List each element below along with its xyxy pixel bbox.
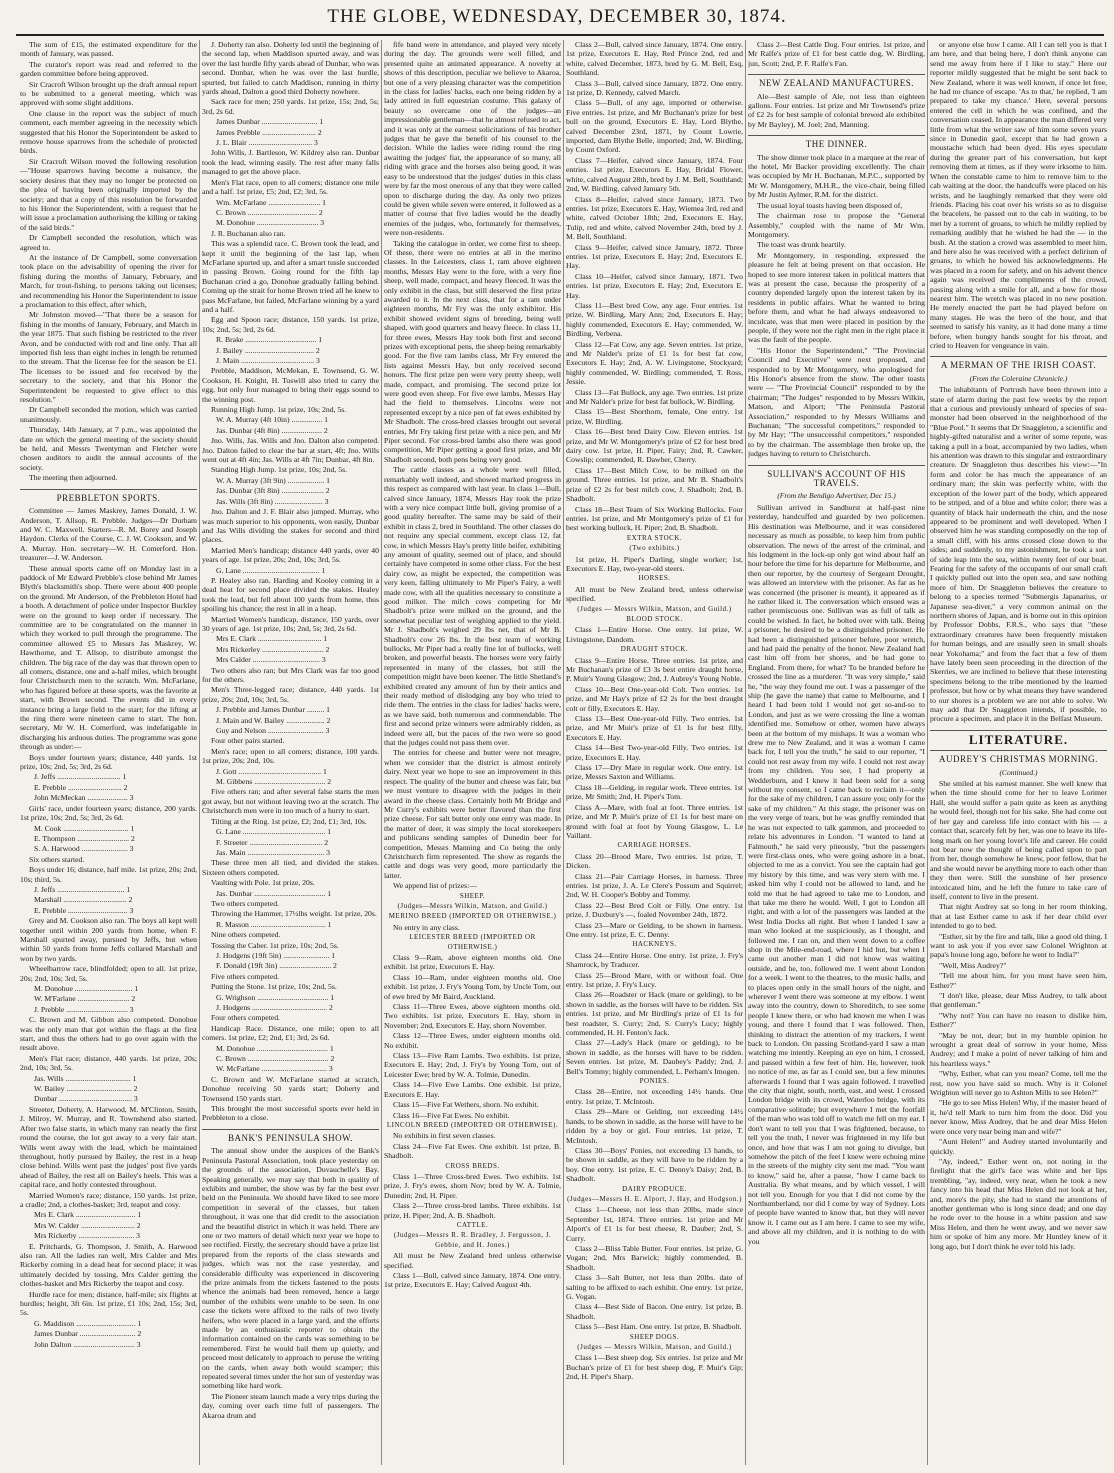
result-line: Mrs Calder ................................... 3	[216, 655, 326, 665]
result-line: Mrs E. Clark ............................... 1	[34, 1210, 142, 1220]
paragraph: Running High Jump. 1st prize, 10s; 2nd, 5s.	[211, 405, 347, 415]
result-line: W. M'Farlane ........................... 2	[34, 994, 136, 1004]
section-heading: SULLIVAN'S ACCOUNT OF HIS TRAVELS.	[748, 465, 925, 489]
paragraph: That night Audrey sat so long in her room thinking, that at last Esther came to ask if her dear child ever intended to go to bed.	[930, 902, 1107, 931]
subheading: CROSS BREDS.	[445, 1161, 500, 1170]
paragraph: "He go to see Miss Helen! Why, if the master heard of it, he'd tell Mark to turn him from the door. Did you never know, Miss Audrey, that he and dear Miss Helen were once very near being man and wife?"	[930, 1098, 1107, 1136]
subheading: DRAUGHT STOCK.	[620, 645, 689, 654]
paragraph: All must be New Zealand bred, unless otherwise specified.	[566, 584, 743, 604]
paragraph: She smiled at his earnest manner. She well knew that when the time should come for her to leave Lorimer Hall, she would suffer a pain quite as keen as anything he would feel, though not for his sake. She had come out of her gay and careless life into contact with his — a contact that, scarcely felt by her, was one to leave its life-long mark on her young lover's life and career. He could not bear now the thought of being called upon to part from her, though somehow he knew, poor fellow, that he and she would never be anything more to each other than they then were. Still the sunshine of her presence intoxicated him, and he left the future to take care of itself, content to live in the present.	[930, 779, 1107, 901]
result-line: J. Main ...................................... 3	[216, 356, 320, 365]
paragraph: We append list of prizes:—	[393, 881, 477, 891]
paragraph: Wheelbarrow race, blindfolded; open to all. 1st prize, 20s; 2nd, 10s; 3rd, 5s.	[20, 964, 197, 983]
column-divider	[381, 40, 382, 1465]
paragraph: The toast was drunk heartily.	[757, 240, 846, 250]
source-credit: (Continued.)	[999, 767, 1038, 777]
paragraph: The annual show under the auspices of the Bank's Peninsula Pastoral Association, took place yesterday on the grounds of the association, Duvauchelle's Bay. Speaking generally, we may say that both in quality of exhibits and number, the show was by far the best ever held on the Peninsula. We should have liked to see more competition in several of the classes, but taken throughout, it was one that did credit to the association and the beautiful district in which it was held. There are one or two matters of detail which next year we hope to see rectified. Firstly, the secretary should have a prize list prepared from the reports of the class stewards and judges, which was not the case yesterday, and considerable difficulty was experienced in discovering the prize animals from the tickets fastened to the posts whence the animals had been removed, hence a large number of the exhibits were unable to be seen. In one case the tickets were affixed to the rails of two lively heifers, who were placed in a large yard, and the efforts made by an enthusiastic reporter to obtain the information contained on the cards was something to be remembered. First he would bail them up quietly, and proceed most delicately to approach to peruse the writing on the cards, when away both would scamper; this repeated several times under the hot sun of yesterday was something like hard work.	[202, 1146, 379, 1391]
paragraph: Class 5—Bull, of any age, imported or otherwise. Five entries. 1st prize, and Mr Buchanan's prize for best bull on the ground, Executors E. Hay, Lord Blythe, calved December 23rd, 1871, by Count Lowrie, imported, dam Blythe Belle, imported; 2nd, W. Birdling, by Count Oxford.	[566, 98, 743, 155]
paragraph: Sir Cracroft Wilson brought up the draft annual report to be submitted to a general meeting, which was approved with some slight additions.	[20, 79, 197, 108]
paragraph: Married Women's race; distance, 150 yards. 1st prize, a cradle; 2nd, a clothes-basket; 3rd, teapot and cosy.	[20, 1190, 197, 1209]
paragraph: This brought the most successful sports ever held in Prebbleton to a close.	[202, 1104, 379, 1123]
section-heading: PREBBLETON SPORTS.	[20, 489, 197, 503]
column-divider	[927, 40, 928, 1465]
section-heading: A MERMAN OF THE IRISH COAST.	[930, 356, 1107, 370]
paragraph: Class 9—Entire Horse. Three entries. 1st prize, and Mr Buchanan's prize of £3 3s best entire draught horse, P. Muir's Young Glasgow; 2nd, J. Aubrey's Young Noble.	[566, 655, 743, 684]
paragraph: Class 13—Five Ram Lambs. Two exhibits. 1st prize, Executors E. Hay; 2nd, J. Fry's by Young Tom, out of Leicester Ewe; bred by W. A. Tolmie, Dunedin.	[384, 1051, 561, 1079]
paragraph: "I don't like, please, dear Miss Audrey, to talk about that gentleman."	[930, 991, 1107, 1010]
column-divider	[563, 40, 564, 1465]
paragraph: The curator's report was read and referred to the garden committee before being approved.	[20, 59, 197, 79]
paragraph: Prebble, Maddison, McMekan, E. Townsend, G. W. Cookson, H. Knight, H. Toswill also tried to carry the egg, but only four managed to bring their eggs sound to the winning post.	[202, 366, 379, 404]
paragraph: "May be not, dear; but in my humble opinion he wrought a great deal of sorrow in your home, Miss Audrey; and I make a point of never talking of him and his heartless ways."	[930, 1030, 1107, 1068]
result-line: Jas. Wills .................................. 1	[34, 1073, 137, 1083]
paragraph: Dr Campbell seconded the motion, which was carried unanimously.	[20, 405, 197, 424]
paragraph: Class 13—Best One-year-old Filly. Two entries. 1st prize, and Mr Muir's prize of £1 1s for best filly, Executors E. Hay.	[566, 714, 743, 742]
paragraph: Jno. Dalton and J. F. Blair also jumped. Murray, who was much superior to his opponents, won easily, Dunbar and Jas Wills dividing the stakes for second and third places.	[202, 507, 379, 545]
result-line: G. Maddison ............................... 1	[34, 1318, 142, 1328]
paragraph: Class 18—Gelding, in regular work. Three entries. 1st prize, Mr Smith; 2nd, H. Piper's Tom.	[566, 782, 743, 802]
result-line: G. Lane ........................................... 1	[216, 827, 332, 837]
result-line: J. Hodgens ....................................... 2	[216, 1003, 333, 1012]
paragraph: These three men all tied, and divided the stakes. Sixteen others competed.	[202, 858, 379, 877]
paragraph: Class 18—Best Team of Six Working Bullocks. Four entries. 1st prize, and Mr Montgomery's prize of £1 for best working bullock, H. Piper; 2nd, B. Shadbolt.	[566, 504, 743, 533]
result-line: Dunbar ...................................... 3	[34, 1094, 138, 1104]
source-credit: (From the Coleraine Chronicle.)	[969, 373, 1068, 383]
result-line: J. Jeffs ................................. 1	[34, 772, 127, 782]
paragraph: "Tell me about him, for you must have seen him, Esther?"	[930, 971, 1107, 990]
paragraph: Men's race; open to all comers; distance, 100 yards. 1st prize, 20s; 2nd, 10s.	[202, 746, 379, 766]
result-line: J. Hodgens (19ft 5in) ........................ 1	[216, 950, 336, 960]
paragraph: The entries for cheese and butter were not meagre, when we consider that the district is almost entirely dairy. Next year we hope to see an improvement in this respect. The quality of the butter and cheese was fair, but we must venture to disagree with the judges in their award in the cheese class. Certainly both Mr Bridge and Mr Curry's exhibits were better flavored than the first prize cheese. For salt butter only one entry was made. In the matter of deer, it was simply the local storekeepers and publicans sending samples of Dunedin beer for competition, Messrs Manning and Co being the only Christchurch firm represented. The show as regards the cattle and dogs was very good, more particularly the latter.	[384, 748, 561, 880]
subheading: HORSES.	[638, 574, 671, 583]
result-line: M. Donohue .............................. 1	[34, 984, 139, 993]
subheading: SHEEP DOGS.	[629, 1332, 680, 1341]
paragraph: Hurdle race for men; distance, half-mile; six flights at hurdles; height, 3ft 6in. 1st prize, £1 10s; 2nd, 15s; 3rd, 5s.	[20, 1289, 197, 1318]
paragraph: No exhibits in first seven classes.	[393, 1131, 496, 1141]
paragraph: Men's Flat race, open to all comers; distance one mile and a half. 1st prize, £5; 2nd, £2; 3rd, 5s.	[202, 177, 379, 197]
paragraph: E. Pritchards, G. Thompson, J. Smith, A. Harwood also ran. All the ladies ran well, Mrs Calder and Mrs Rickerby coming in a dead heat for second place; it was ultimately decided by tossing, Mrs Calder getting the clothes-basket and Mrs Rickerby the teapot and cosy.	[20, 1241, 197, 1289]
paragraph: Five others ran; and after several false starts the men got away, but not without leaving two at the scratch. The Christchurch men were in too much of a hurry to start.	[202, 787, 379, 816]
result-line: Guy and Nelson ............................. 3	[216, 726, 330, 736]
subheading: (Judges — Messrs Wilkin, Matson, and Guild.)	[577, 604, 732, 613]
result-line: M. Donohue ................................ 3	[216, 218, 325, 228]
paragraph: Class 1—Three Cross-bred Ewes. Two exhibits. 1st prize, J. Fry's ewes, shorn Nov; bred by W. A. Tolmie, Dunedin; 2nd, H. Piper.	[384, 1171, 561, 1200]
paragraph: Streeter, Doherty, A. Harwood, M. M'Clinton, Smith, J. Milroy, W. Murray, and R. Townshend also started. After two false starts, in which many ran nearly the first round the course, the lot got away to a very fair start. Wills went away with the lead, which he maintained throughout, hotly pursued by Bailey, the rest in a heap close behind. Wills went past the judges' post five yards ahead of Bailey, the rest all on Bailey's heels. This was a capital race, and hotly contested throughout.	[20, 1104, 197, 1190]
column-3	[384, 40, 561, 1465]
subheading: PONIES.	[639, 1077, 670, 1086]
paragraph: Class 12—Fat Cow, any age. Seven entries. 1st prize, and Mr Nalder's prize of £1 1s for best fat cow, Executors E. Hay; 2nd, A. W. Livingstone, Stockyard; highly commended, W. Birdling; commended, T. Ross, Jessie.	[566, 339, 743, 387]
result-line: J. Bailey .................................... 2	[216, 345, 320, 355]
paragraph: Class 12—Three Ewes, under eighteen months old. No exhibit.	[384, 1031, 561, 1050]
result-line: John McMeckan ..................... 3	[34, 793, 134, 803]
paragraph: Five others competed.	[211, 971, 280, 981]
paragraph: Putting the Stone. 1st prize, 10s; 2nd, 5s.	[211, 982, 337, 992]
paragraph: Married Women's handicap, distance, 150 yards, over 30 years of age. 1st prize, 10s; 2nd, 5s; 3rd, 2s 6d.	[202, 614, 379, 633]
result-line: Jas. Dunbar (4ft 8in) ..................... 2	[216, 425, 328, 435]
section-heading: THE DINNER.	[748, 135, 925, 149]
paragraph: Class 2—Bliss Table Butter. Four entries. 1st prize, G. Vogan; 2nd, Mrs Barwick; highly commended, B. Shadbolt.	[566, 1243, 743, 1272]
result-line: C. Brown .................................... 2	[216, 207, 323, 217]
paragraph: Ale—Best sample of Ale, not less than eighteen gallons. Four entries. 1st prize and Mr Townsend's prize of £2 2s for best sample of colonial brewed ale exhibited by Mr Bayley), M. Joel; 2nd, Manning.	[748, 91, 925, 129]
paragraph: Class 10—Best One-year-old Colt. Two entries. 1st prize, and Mr Hay's prize of £2 2s for the best draught colt or filly, Executors E. Hay.	[566, 684, 743, 713]
result-line: James Dunbar ............................. 1	[216, 117, 324, 127]
result-line: W. A. Murray (3ft 9in) ................... 1	[216, 475, 330, 485]
paragraph: Class 2—Bull, calved since January, 1874. One entry. 1st prize, Executors E. Hay, Red Prince 2nd, red and white, calved December, 1873, bred by G. M. Bell, Esq, Southland.	[566, 40, 743, 78]
paragraph: Six others started.	[29, 854, 85, 864]
paragraph: Class 17—Dry Mare in regular work. One entry. 1st prize, Messrs Saxton and Williams.	[566, 763, 743, 782]
column-6	[930, 40, 1107, 1465]
subheading: LEICESTER BREED (IMPORTED OR OTHERWISE.)	[409, 933, 536, 951]
paragraph: Class 21—Pair Carriage Horses, in harness. Three entries. 1st prize, J. A. Le Clere's Possum and Squirrel; 2nd, W. H. Cooper's Bobby and Tommy.	[566, 871, 743, 900]
result-line: E. Prebble ............................... 3	[34, 905, 134, 915]
paragraph: Class 28—Entire, not exceeding 14½ hands. One entry. 1st prize, T. McIntosh.	[566, 1087, 743, 1106]
subheading: (Judges—Messrs R. R. Bradley, J. Fergusson, J. Gebbie, and H. Jones.)	[393, 1231, 552, 1249]
paragraph: The inhabitants of Portrush have been thrown into a state of alarm during the past few weeks by the report that a curious and previously unheard of species of sea-monster had been observed in the neighborhood of the "Blue Pool." It seems that Dr Snaggleton, a scientific and highly-gifted naturalist and a writer of some repute, was taking a pull in a boat, accompanied by two ladies, when his attention was drawn to this singular and extraordinary creature. Dr Snaggleton thus describes his view:—"In form and color he has much the appearance of an ordinary man; the skin was perfectly white, with the exception of the lower part of the body, which appeared to be striped, and of a blue and white color; there was a quantity of black hair underneath the chin, and the nose appeared to be prominent and well developed. When I observed him he was standing composedly on the top of a small cliff, with his arms crossed close down to the sides; and suddenly, to my astonishment, he took a sort of side leap into the sea, within twenty feet of our boat. Fearing for the safety of the occupants of our small craft I quickly pulled out into the open sea, and saw nothing more of him. Dr Snaggleton believes the creature to belong to a species termed "Submergis Japanarius, or Japanese sea-diver," a very common animal on the northern shores of Japan, and is borne out in this opinion by Professor Dobbs, F.R.S., who says that "these extraordinary creatures have been frequently mistaken for human beings, and are usually seen in small shoals near Yokohama;" and from the fact that a few of them have lately been seen proceeding in the direction of the Skerries, we are inclined to believe that these interesting specimens belong to the tribe mentioned by the learned professor, but how or by what means they have wandered to our shores is a problem we are not able to solve. We may add that Dr Snaggleton intends, if possible, to procure a specimen, and place it in the Belfast Museum.	[930, 385, 1107, 724]
section-heading: LITERATURE.	[930, 730, 1107, 744]
paragraph: Class 16—Five Fat Ewes. No exhibit.	[393, 1110, 510, 1120]
column-1	[20, 40, 197, 1465]
paragraph: Boys under fourteen years; distance, 440 yards. 1st prize, 10s; 2nd, 5s; 3rd, 2s 6d.	[20, 752, 197, 772]
subheading: SHEEP.	[459, 891, 486, 900]
subheading: MERINO BREED (IMPORTED OR OTHERWISE.)	[388, 912, 557, 921]
paragraph: J. Doherty ran also. Doherty led until the beginning of the second lap, when Maddison spurted away, and was over the last hurdle fifty yards ahead of Dunbar, who was second. Dunbar, when he was over the last hurdle, spurted, but failed to catch Maddison, running in thirty yards ahead, Dalton a good third Doherty nowhere.	[202, 40, 379, 97]
paragraph: The Pioneer steam launch made a very trips during the day, coming over each time full of passengers. The Akaroa drum and	[202, 1391, 379, 1420]
paragraph: These annual sports came off on Monday last in a paddock of Mr Edward Prebble's close behind Mr James Blyth's blacksmith's shop. There were about 400 people on the ground. Mr Anderson, of the Prebbleton Hotel had a booth. A detachment of police under Inspector Buckley were on the ground to keep order if necessary. The committee are to be congratulated on the manner in which they worked to pull through the programme. The committee allowed £5 to Messrs Jas Maskrey, W. Hawthorne, and T. Allsop, to distribute amongst the children. The big race of the day was that thrown open to all comers, distance, one and a-half miles, which brought four Christchurch men to the scratch. Wm. McFarlane, who has figured before at these sports, was the favorite at start, with Brown second. The events did in every instance bring a large field to the start; for the lifting at the ring there were nineteen came to start. The hon. secretary, Mr W. H. Comerford, was indefatigable in discharging his arduous duties. The programme was gone through as under:—	[20, 563, 197, 752]
result-line: W. Bailey .................................. 2	[34, 1084, 138, 1094]
subheading: (Judges — Messrs Wilkin, Matson, and Guild.)	[577, 1343, 732, 1352]
paragraph: Girls' race, under fourteen years; distance, 200 yards. 1st prize, 10s; 2nd, 5s; 3rd, 2s 6d.	[20, 803, 197, 823]
result-line: M. Cook .................................. 1	[34, 823, 135, 833]
paragraph: Married Men's handicap; distance 440 yards, over 40 years of age. 1st prize, 20s; 2nd, 10s; 3rd, 5s.	[202, 545, 379, 565]
paragraph: "Well, Miss Audrey?"	[939, 960, 1007, 970]
result-line: E. Prebble ............................ 2	[34, 782, 128, 792]
result-line: J. L. Blair ................................. 3	[216, 138, 318, 148]
source-credit: (From the Bendigo Advertiser, Dec 15.)	[777, 491, 896, 501]
paragraph: Class 1—Bull, calved since January, 1874. One entry. 1st prize, Executors E. Hay; Calved August 4th.	[384, 1271, 561, 1290]
paragraph: Class 25—Brood Mare, with or without foal. One entry. 1st prize, J. Fry's Lucy.	[566, 970, 743, 989]
subheading: CATTLE.	[456, 1220, 489, 1229]
paragraph: Class 2—Best Cattle Dog. Four entries. 1st prize, and Mr Ralfe's prize of £1 for best cattle dog, W. Birdling, jun, Scott; 2nd, P. F. Ralfe's Fan.	[748, 40, 925, 68]
subheading: (Two exhibits.)	[629, 544, 680, 553]
paragraph: The meeting then adjourned.	[29, 473, 118, 483]
paragraph: fife band were in attendance, and played very nicely during the day. The grounds were well filled, and presented quite an animated appearance. A novelty at shows of this description, peculiar we believe to Akaroa, but one of a very pleasing character was the competition in the class for ladies' hacks, each one being ridden by a lady attired in full equestrian costume. This galaxy of beauty so overcame one of the judges—an impressionable gentleman—that he almost refused to act, and it was only at the earnest solicitations of his brother judges that he gave the benefit of his counsel to the decision. While the ladies were riding round the ring awaiting the judges' fiat, the appearance of so many, all riding with grace and the horses also being good, it was easy to be understood that the judges' duties in this class were by far the most onerous of any that they were called upon to discharge during the day. As only two prizes could be given while seven were entered, it followed as a matter of course that five ladies would be the deadly enemies of the judges, who, fortunately for themselves, were non-residents.	[384, 40, 561, 238]
subheading: (Judges—Messrs H. E. Alport, J. Hay, and Hodgson.)	[567, 1194, 742, 1203]
paragraph: Class 29—Mare or Gelding, not exceeding 14½ hands, to be shown in saddle, as the horse will have to be ridden by a boy or girl. Four entries. 1st prize, T. McIntosh.	[566, 1107, 743, 1145]
subheading: EXTRA STOCK.	[626, 533, 683, 542]
paragraph: Class 2—Three cross-bred lambs. Three exhibits. 1st prize, H. Piper; 2nd, A. B. Shadbolt.	[384, 1201, 561, 1220]
paragraph: Men's Three-legged race; distance, 440 yards. 1st prize, 20s; 2nd, 10s; 3rd, 5s.	[202, 685, 379, 704]
paragraph: John Wills, J. Bartleson, W. Kildrey also ran. Dunbar took the lead, winning easily. The rest after many falls managed to get the above place.	[202, 148, 379, 177]
result-line: G. Wrighson ..................................... 1	[216, 992, 335, 1002]
paragraph: Nine others competed.	[211, 930, 281, 940]
result-line: C. Brown .......................................... 2	[216, 1054, 335, 1064]
paragraph: The chairman rose to propose the "General Assembly," coupled with the name of Mr Wm. Montgomery.	[748, 211, 925, 239]
result-line: Marshall ................................. 2	[34, 895, 133, 905]
result-line: R. Brake ..................................... 1	[216, 335, 323, 345]
paragraph: "Why, Esther, what can you mean? Come, tell me the rest, now you have said so much. Why is it Colonel Wrighton will never go to Ashton Mills to see Helen?"	[930, 1069, 1107, 1098]
paragraph: Class 13—Fat Bullock, any age. Two entries. 1st prize and Mr Nalder's prize for best fat bullock, W. Birdling.	[566, 387, 743, 407]
subheading: (Judges—Messrs Wilkin, Matson, and Guild.)	[397, 901, 548, 910]
result-line: J. Gott ........................................... 1	[216, 766, 327, 776]
result-line: G. Lane ........................................ 1	[216, 565, 326, 575]
paragraph: Class 3—Salt Butter, not less than 20lbs. date of salting to be affixed to each exhibit. One entry. 1st prize, G. Vogan.	[566, 1273, 743, 1301]
paragraph: Class 16—Best bred Dairy Cow. Eleven entries. 1st prize, and Mr W. Montgomery's prize of £2 for best bred dairy cow. 1st prize, H. Piper, Fairy; 2nd, R. Cawker, Cowslip; commended, R. Dawber, Cherry.	[566, 427, 743, 465]
section-heading: BANK'S PENINSULA SHOW.	[202, 1129, 379, 1143]
paragraph: Tossing the Caber. 1st prize, 10s; 2nd, 5s.	[211, 940, 339, 950]
paragraph: C. Brown and W. McFarlane started at scratch, Donohue receiving 50 yards start; Doherty and Townsend 150 yards start.	[202, 1074, 379, 1103]
result-line: W. A. Murray (4ft 10in) ................ 1	[216, 415, 329, 425]
paragraph: Class 27—Lady's Hack (mare or gelding), to be shown in saddle, as the horses will have to be ridden. Seven entries. 1st prize, M. Daubey's Paddy; 2nd, J. Bell's Tommy; highly commended, L. Perham's Imogen.	[566, 1038, 743, 1076]
paragraph: Class 4—Best Side of Bacon. One entry. 1st prize, B. Shadbolt.	[566, 1302, 743, 1321]
result-line: Jas. Wills (3ft 8in) ......................... 3	[216, 496, 329, 506]
paragraph: Sir Cracroft Wilson moved the following resolution—"House sparrows having become a nuisance, the society desires that they may no longer be protected on the plea of having been originally imported by the society; and that a copy of this resolution be forwarded to his Honor the Superintendent, with a request that he will issue a proclamation authorising the killing or taking of the said birds."	[20, 156, 197, 232]
paragraph: 1st prize, H. Piper's Darling, single worker; 1st, Executors E. Hay, two-year-old steers.	[566, 554, 743, 573]
paragraph: Class 10—Heifer, calved since January, 1871. Two entries. 1st prize, Executors E. Hay; 2nd, Executors E. Hay.	[566, 271, 743, 300]
paragraph: Class 24—Five Fat Ewes. One exhibit. 1st prize, B. Shadbolt.	[384, 1141, 561, 1161]
paragraph: Class 11—Three Ewes, above eighteen months old. Two exhibits. 1st prize, Executors E. Hay, shorn in November; 2nd, Executors E. Hay, shorn November.	[384, 1002, 561, 1030]
result-line: F. Streeter ...................................... 2	[216, 837, 329, 847]
paragraph: Grey and M. Cookson also ran. The boys all kept well together until within 200 yards from home, when F. Marshall spurted away, pursued by Jeffs, but when within 50 yards from home Jeffs collared Marshall and won by two yards.	[20, 916, 197, 963]
result-line: Mrs Rickerby ............................. 3	[34, 1231, 140, 1241]
paragraph: Sullivan arrived in Sandhurst at half-past nine yesterday, handcuffed and guarded by two policemen. His destination was Melbourne, and it was considered necessary as much as possible, to keep him from public observation. The news of the arrest of the criminal, and his lodgment in the lock-up only got wind about half an hour before the time for his departure for Melbourne, and then our reporter, by the courtesy of Sergeant Drought, was allowed an interview with the prisoner. As far as he was concerned (the prisoner is meant), it appeared as if he rather liked it. The conversation which ensued was a rather promiscuous one. Sullivan was as full of talk as could be wished. In fact, he bolted over with talk. Being a prisoner, he desired to be a distinguished prisoner. He had been a distinguished prisoner before, poor wretch, and had paid the penalty of the honor. New Zealand had cast him off from her shores, and he had gone to England. From there, for what? To be branded before he crossed the line as a murderer. "It was very simple," said he, "the way they found me out. I was a passenger of the ship (he gave the name) that came to Melbourne, and I heard I had been told I would not get so-and-so to London, and just as we were crossing the line a woman identified me. Somehow or other, women have always been at the bottom of my mishaps. It was a woman who drew me to New Zealand, and it was a woman I came back for, I tell you the truth," he said to our reporter, "I could not rest away from my wife. I could not rest away from my children. You see, I had property at Wedderburn, and I knew it had been sold for a song without my consent, so I came back to reclaim it—only for the sake of my children, I can assure you; only for the sake of my children." At this stage, the prisoner was on the very verge of tears, but he was gruffly reminded that he was not expected to talk gammon, and proceeded to relate his adventures in London. "I wanted to land at Falmouth," he said very piteously, "but the passengers were first-class ones, who were going ashore in a boat, objected to me as a convict. You see the captain had got my history by this time, and was very stern with me. I asked him why I could not be allowed to land, and he told me that he had agreed to take me to London, and that take me there he would. Well, I got to London all right, and with a lot of the passengers was landed at the West India Docks all right. But when I landed I saw a man who looked at me suspiciously, as I thought, and followed me. I ran on, and then went down to a coffee shop in the Mile-end-road, where I hid but, but when I came out another man I did not know was waiting outside, and he, too, followed me. I went about London for a week. I went to the theatres, to the music halls, and to places open only in the small hours of the night, and wherever I went there was someone at my elbow. I went away into the country, down to Shoreditch, to see some people I knew there, or who had known me when I was young, and there I found that I was followed. Then, thinking to distract the attention of my trackers, I went back to London. On passing Scotland-yard I saw a man watching me intently. Keeping an eye on him, I crossed, and passed within a few feet of him. He, however, took no notice of me, as far as I could see, but a few minutes afterwards I found that I was again followed. I travelled the city that night, south, north, east, and west. I crossed London bridge with its crowd, Waterloo bridge, with its comparative solitude; but everywhere I met the footfall of the man who was told off to watch me fell on my ear. I don't want to tell you that I was frightened, because, to tell you the truth, I never was frightened in my life but once, and how that was I am not going to divulge, but somehow the pitch of the feet I knew were echoing mine in the streets of the mighty city sent me mad. "You want to know," said he, after a pause, "how I came back to Australia. By what means, and by which vessel, I will not tell you. Enough for you that I did not come by the Northumberland, nor did I come by way of Sydney. Lots of people have wanted to know that, but they will never know it. I came out as I am here. I came to see my wife, and above all my children, and it is nothing to do with you	[748, 502, 925, 1246]
masthead-title: THE GLOBE, WEDNESDAY, DECEMBER 30, 1874.	[327, 6, 787, 27]
column-divider	[745, 40, 746, 1465]
paragraph: Class 17—Best Milch Cow, to be milked on the ground. Three entries. 1st prize, and Mr B. Shadbolt's prize of £2 2s for best milch cow, J. Shadbolt; 2nd, B. Shadbolt.	[566, 465, 743, 504]
paragraph: Class 9—Ram, above eighteen months old. One exhibit. 1st prize, Executors E. Hay.	[384, 953, 561, 972]
paragraph: Class 30—Boys' Ponies, not exceeding 13 hands, to be shown in saddle, as they will have to be ridden by a boy. One entry. 1st prize, E. C. Denny's Daisy; 2nd, B. Shadbolt.	[566, 1145, 743, 1184]
paragraph: Class 15—Five Fat Wethers, shorn. No exhibit.	[393, 1100, 539, 1110]
paragraph: Thursday, 14th January, at 7 p.m., was appointed the date on which the general meeting of the society should be held, and Messrs Twentyman and Fletcher were chosen auditors to audit the annual accounts of the society.	[20, 425, 197, 472]
paragraph: Standing High Jump. 1st prize, 10s; 2nd, 5s.	[211, 465, 348, 475]
result-line: Jas. Dunbar ..................................... 1	[216, 888, 332, 898]
paragraph: Men's Flat race; distance, 440 yards. 1st prize, 20s; 2nd, 10s; 3rd, 5s.	[20, 1053, 197, 1073]
paragraph: Class 26—Roadster or Hack (mare or gelding), to be shown in saddle, as the horses will have to be ridden. Six entries. 1st prize, and Mr Birdling's prize of £1 1s for best roadster, S. Curry; 2nd, S. Curry's Lucy; highly commended, H. H. Fenton's Jack.	[566, 990, 743, 1038]
paragraph: Class 3—Bull, calved since January, 1872. One entry. 1st prize, D. Kennedy, calved March.	[566, 78, 743, 98]
paragraph: Mr Montgomery, in responding, expressed the pleasure he felt at being present on that occasion. He hoped to see more interest taken in political matters that was at present the case, because the prosperity of a country depended largely upon the interest taken by its residents in public affairs. What he wanted to bring before them, and what he had always endeavored to inculcate, was that men were placed in position by the people, if they were not the right men in the right place it was the fault of the people.	[748, 250, 925, 345]
result-line: M. Gibbens ..................................... 2	[216, 777, 332, 787]
paragraph: The cattle classes as a whole were well filled, remarkably well indeed, and showed marked progress in this respect as compared with last year. In class 1—Bull, calved since January, 1874, Messrs Hay took the prize with a very nice compact little bull, giving promise of a good quality hereafter. The same may be said of their exhibit in class 2, bred in Southland. The other classes do not require any special comment, except class 12, fat cow, in which Messrs Hay's pretty little heifer, exhibiting any amount of quality, seemed out of place, and should certainly have competed in some other class. For the best dairy cow, as might be expected, the competition was very keen, falling ultimately to Mr Piper's Fairy, a well made cow, with all the qualities necessary to constitute a good milker. The milch cows competing for Mr Shadbolt's prize were milked on the ground, and the somewhat peculiar test of weighing applied to the yield. Mr J. Shadbolt's weighed 29 lbs net, that of Mr B. Shadbolt's cow 26 lbs. In the best team of working bullocks, Mr Piper had a really fine lot of bullocks, well broken, and powerful beasts. The horses were very fairly represented in many of the classes, but still the competition might have been keener. The little Shetland's exhibited created any amount of fun by their antics and their ready method of dislodging any boy who tried to ride them. The entries in the class for ladies' hacks were, as we have said, both numerous and commendable. The first and second prize winners were admirably ridden, as indeed were all, but the paces of the two were so good that the judges could not pass them over.	[384, 465, 561, 748]
result-line: F. Donald (19ft 3in) ........................... 2	[216, 961, 337, 971]
paragraph: Class 20—Brood Mare, Two entries. 1st prize, T. Dicken.	[566, 851, 743, 871]
paragraph: At the instance of Dr Campbell, some conversation took place on the advisability of opening the river for fishing during the months of January, February, and March, for trout-fishing, to persons taking out licenses; and recommending his Honor the Superintendent to issue a proclamation to this effect, after which,	[20, 252, 197, 309]
paragraph: "Ay, indeed," Esther went on, not noting in the firelight that the girl's face was white and her lips trembling, "ay, indeed, very near, when he took a new fancy into his head that Miss Helen did not look at her, and, more's the pity, she had to stand the attentions of another gentleman who is long since dead; and one day he rode over to the house in a white passion and saw Miss Helen, and then he went away, and we never saw him or spoke of him any more. Mr Huntley knew of it long ago, but I don't think he ever told his lady.	[930, 1156, 1107, 1251]
paragraph: Committee — James Maskrey, James Donald, J. W. Anderson, T. Allsop, R. Prebble. Judges—Dr Durham and W. C. Maxwell. Starters—R. M. Borey and Joseph Haydon. Clerks of the Course, C. J. W. Cookson, and W. A. Murray. Hon. secretary—W. H. Comerford. Hon. treasurer—J. W. Anderson.	[20, 506, 197, 563]
result-line: Jas. Dunbar (3ft 8in) ...................... 2	[216, 486, 330, 496]
paragraph: Class 15—Best Shorthorn, female, One entry. 1st prize, W. Birdling.	[566, 407, 743, 426]
paragraph: Handicap Race. Distance, one mile; open to all comers. 1st prize, £2; 2nd, £1; 3rd, 2s 6d.	[202, 1023, 379, 1043]
paragraph: No entry in any class.	[393, 922, 460, 932]
subheading: DAIRY PRODUCE.	[622, 1184, 687, 1193]
paragraph: Boys under 16; distance, half mile. 1st prize, 20s; 2nd, 10s; third, 5s.	[20, 865, 197, 884]
result-line: J. Prebble ................................ 3	[34, 1004, 134, 1014]
subheading: BLOOD STOCK.	[626, 614, 683, 623]
paragraph: Class 10—Ram, under eighteen months old. One exhibit. 1st prize, J. Fry's Young Tom, by Uncle Tom, out of ewe bred by Mr Baird, Auckland.	[384, 972, 561, 1001]
subheading: LINCOLN BREED (IMPORTED OR OTHERWISE).	[386, 1120, 559, 1129]
paragraph: Jno. Wills, Jas. Wills and Jno. Dalton also competed. Jno. Dalton failed to clear the bar at start, 4ft; Jno. Wills went out at 4ft 4in; Jas. Wills at 4ft 7in; Dunbar, 4ft 8in.	[202, 436, 379, 465]
paragraph: Class 1—Cheese, not less than 20lbs, made since September 1st, 1874. Three entries. 1st prize and Mr Alport's of £1 1s for best cheese, R. Dauber; 2nd, S. Curry.	[566, 1205, 743, 1243]
paragraph: "His Honor the Superintendent," "The Provincial Council and Executive" were next proposed, and responded to by Mr Montgomery, who apologised for His Honor's absence from the show. The other toasts were — "The Provincial Council" responded to by the chairman; "The Judges" responded to by Messrs Wilkin, Matson, and Alport; "The Peninsula Pastoral Association," responded to by Messrs Williams and Buchanan; "The successful competitors," responded to by Mr Hay; "The unsuccessful competitors," responded to by the chairman. The assemblage then broke up, the judges having to return to Christchurch.	[748, 345, 925, 459]
paragraph: Sack race for men; 250 yards. 1st prize, 15s; 2nd, 5s; 3rd, 2s 6d.	[202, 97, 379, 116]
result-line: J. Prebble and James Dunbar ......... 1	[216, 705, 331, 715]
result-line: M. Donohue ..................................... 1	[216, 1043, 334, 1053]
result-line: James Prebble ............................ 2	[216, 127, 322, 137]
paragraph: "Aunt Helen!" and Audrey started involuntarily and quickly.	[930, 1137, 1107, 1156]
result-line: Jas. Main ........................................ 3	[216, 847, 331, 857]
section-heading: NEW ZEALAND MANUFACTURES.	[748, 74, 925, 88]
paragraph: Four others competed.	[211, 1013, 280, 1023]
paragraph: Class 7—Heifer, calved since January, 1874. Four entries. 1st prize, Executors E. Hay, Bridal Flower, white, calved August 28th, bred by J. M. Bell, Southland; 2nd, W. Birdling, calved January 5th.	[566, 155, 743, 194]
paragraph: The show dinner took place in a marquee at the rear of the hotel, Mr Backer providing excellently. The chair was occupied by Mr H. Buchanan, M.P.C., supported by Mr W. Montgomery, M.H.R., the vice-chair, being filled by Mr Justin Aylmer, R.M. for the district.	[748, 152, 925, 200]
result-line: W. McFarlane .................................. 3	[216, 1064, 333, 1074]
paragraph: Vaulting with Pole. 1st prize, 20s.	[211, 878, 315, 888]
paragraph: Class 14—Best Two-year-old Filly. Two entries. 1st prize, Executors E. Hay.	[566, 743, 743, 762]
paragraph: or anyone else how I came. All I can tell you is that I am here, and that being here, I don't think anyone can send me away from here if I like to stay." Here our reporter mildly suggested that he might be sent back to New Zealand, where it was well known, if once let free, he had no chance of escape. 'As to that,' he replied, 'I am prepared to take my chance.' Here, several persons entered the cell in which he was confined, and the conversation ceased. In appearance the man differed very little from what the writer saw of him some seven years since in Dunedin gaol, except that he had grown a moustache which had been dyed. His eyes speculate during the greater part of his conversation, but kept removing them at times, as if they were irksome to him. When the constable came to him to remove him to the cab waiting at the door, the handcuffs were placed on his wrists, and he laughingly remarked that they were old friends. Placing his coat over his wrists so as to disguise the bracelets, he passed out to the cab in waiting, to be met by a torrent of groans, to which he mildly replied by remarking audibly that he wished he had the — in the bush. At the station a crowd was assembled to meet him, and here also he was received with a perfect delirium of groans, to which he bowed his acknowledgments. He was placed in a room for safety, and on his advent thence again was received the compliments of the crowd, passing along with a smile for all, and a bow for those nearest him. The wretch was placed in no new position. He merely enacted the part he had played before on many stages. He was the hero of the hour, and that seemed to satisfy his vanity, as it had done many a time before, when hungry hands sought for his throat, and cried to Heaven for vengeance in vain.	[930, 40, 1107, 350]
paragraph: Class 22—Best Bred Colt or Filly. One entry. 1st prize, J. Duxbury's —, foaled November 24th, 1872.	[566, 900, 743, 920]
column-divider	[199, 40, 200, 1465]
paragraph: Taking the catalogue in order, we come first to sheep. Of these, there were no entries at all in the merino classes. In the Leicesters, class 1, ram above eighteen months, Messrs Hay were to the fore, with a very fine sheep, well made, compact, and heavy fleeced. It was the only exhibit in the class, but still deserved the first prize awarded to it. In the next class, that for a ram under eighteen months, Mr Fry was the only exhibitor. His exhibit showed evident signs of breeding, being well shaped, with good quarters and heavy fleece. In class 11, for three ewes, Messrs Hay took both first and second prizes with exceptional pens, the sheep being remarkably good. For the five ram lambs class, Mr Fry entered the lists against Messrs Hay, but only received second honors. The first prize pen were very pretty sheep, well made, compact, and promising. The second prize lot were good even sheep. For five ewe lambs, Messrs Hay had the field to themselves. Lincolns were not represented except by a nice pen of fat ewes exhibited by Mr Shadbolt. The cross-bred classes brought out several entries, Mr Fry taking first prize with a nice pen, and Mr Piper second. For cross-bred lambs also there was good competition, Mr Piper getting a good first prize, and Mr Shadbolt second, both pens being very good.	[384, 238, 561, 464]
paragraph: "Why not? You can have no reason to dislike him, Esther?"	[930, 1010, 1107, 1030]
section-heading: AUDREY'S CHRISTMAS MORNING.	[930, 750, 1107, 764]
paragraph: Mr Johnston moved—"That there be a season for fishing in the months of January, February, and March in the year 1875. That such fishing be restricted to the river Avon, and be conducted with rod and line only. That all imported fish less than eight inches in length be returned to the stream. That the license fee for the season be £1. The licenses to be issued and fee received by the secretary to the society, and that his Honor the Superintendent be requested to give effect to this resolution."	[20, 310, 197, 405]
paragraph: All must be New Zealand bred unless otherwise specified.	[384, 1251, 561, 1270]
paragraph: Class 8—Heifer, calved since January, 1873. Two entries. 1st prize, Executors E. Hay, Wiemea 3rd, red and white, calved October 18th; 2nd, Executors E. Hay, Tulip, red and white, calved November 24th, bred by J. M. Bell, Southland.	[566, 194, 743, 242]
paragraph: Class 1—Entire Horse. One entry. 1st prize, W. Livingstone, Dandom.	[566, 625, 743, 644]
paragraph: Throwing the Hammer, 17½lbs weight. 1st prize, 20s.	[211, 909, 377, 919]
paragraph: Class 23—Mare or Gelding, to be shown in harness. One entry. 1st prize, E. C. Denny.	[566, 920, 743, 939]
paragraph: The usual loyal toasts having been disposed of,	[757, 200, 903, 210]
paragraph: Two others competed.	[211, 898, 279, 908]
result-line: Mrs W. Calder ............................ 2	[34, 1220, 141, 1230]
result-line: S. A. Harwood ........................ 3	[34, 844, 134, 854]
result-line: Mrs E. Clark ................................. 1	[216, 634, 328, 644]
paragraph: "Esther, sit by the fire and talk, like a good old thing. I want to ask you if you ever saw Colonel Wrighton at papa's house long ago, before he went to India?"	[930, 931, 1107, 960]
paragraph: This was a splendid race. C. Brown took the lead, and kept it until the beginning of the last lap, when McFarlane spurted up, and after a smart tussle succeeded in passing Brown. Going round for the fifth lap Buchanan cried a go, Donohue gradually falling behind. Coming up the strait for home Brown tried all he knew to pass McFarlane, but failed, McFarlane winning by a yard and a half.	[202, 239, 379, 314]
paragraph: P. Healey also ran. Harding and Kooley coming in a dead heat for second place divided the stakes. Healey took the lead, but fell about 100 yards from home, thus spoiling his chance; the rest in all in a heap.	[202, 575, 379, 614]
paragraph: The sum of £15, the estimated expenditure for the month of January, was passed.	[20, 40, 197, 59]
column-5	[748, 40, 925, 1465]
result-line: Mrs Rickerley ................................ 2	[216, 644, 330, 654]
result-line: E. Thompson ........................... 2	[34, 833, 135, 843]
paragraph: Class 14—Five Ewe Lambs. One exhibit. 1st prize, Executors E. Hay.	[384, 1080, 561, 1099]
paragraph: One clause in the report was the subject of much comment, each member agreeing in the necessity which suggested that his Honor the Superintendent be asked to remove house sparrows from the schedule of protected birds.	[20, 108, 197, 156]
result-line: James Dunbar ............................. 2	[34, 1329, 142, 1339]
masthead-rule	[16, 34, 1104, 36]
paragraph: Two others also ran; but Mrs Clark was far too good for the others.	[202, 665, 379, 684]
result-line: John Dalton ................................ 3	[34, 1339, 141, 1349]
paragraph: Dr Campbell seconded the resolution, which was agreed to.	[20, 233, 197, 252]
paragraph: Class 5—Best Ham. One entry. 1st prize, B. Shadbolt.	[575, 1322, 742, 1332]
result-line: J. Jeffs ................................... 1	[34, 884, 131, 894]
paragraph: Class 24—Entire Horse. One entry. 1st prize, J. Fry's Shamrock, by Traducer.	[566, 950, 743, 970]
paragraph: J. R. Buchanan also ran.	[211, 228, 286, 238]
subheading: CARRIAGE HORSES.	[617, 841, 692, 850]
paragraph: Class 9—Heifer, calved since January, 1872. Three entries. 1st prize, Executors E. Hay; 2nd, Executors E. Hay.	[566, 242, 743, 271]
paragraph: Class 1—Best sheep dog. Six entries. 1st prize and Mr Buchan's prize of £1 for best sheep dog, P. Muir's Gip; 2nd, H. Piper's Sharp.	[566, 1353, 743, 1382]
column-4	[566, 40, 743, 1465]
result-line: J. Main and W. Bailey .................... 2	[216, 715, 331, 725]
paragraph: Tilting at the Ring. 1st prize, £2; 2nd, £1; 3rd, 10s.	[211, 816, 367, 826]
result-line: Wm. McFarlane ........................... 1	[216, 197, 326, 207]
column-2	[202, 40, 379, 1465]
result-line: R. Masson ....................................... 1	[216, 919, 332, 929]
paragraph: C. Brown and M. Gibbon also competed. Donohue was the only man that got within the flags at the first start, and thus the others had to go over again with the result above.	[20, 1015, 197, 1053]
subheading: HACKNEYS.	[632, 940, 677, 949]
paragraph: Class A—Mare, with foal at foot. Three entries. 1st prize, and Mr P. Muir's prize of £1 1s for best mare on ground with foal at foot by Young Glasgow, L. Le Vaillant.	[566, 802, 743, 840]
paragraph: Egg and Spoon race; distance, 150 yards. 1st prize, 10s; 2nd, 5s; 3rd, 2s 6d.	[202, 315, 379, 334]
paragraph: Four other pairs started.	[211, 736, 285, 746]
paragraph: Class 11—Best bred Cow, any age. Four entries. 1st prize, W. Birdling, Mary Ann; 2nd, Executors E. Hay; highly commended, Executors E. Hay; commended, W. Birdling, Verbena.	[566, 300, 743, 339]
